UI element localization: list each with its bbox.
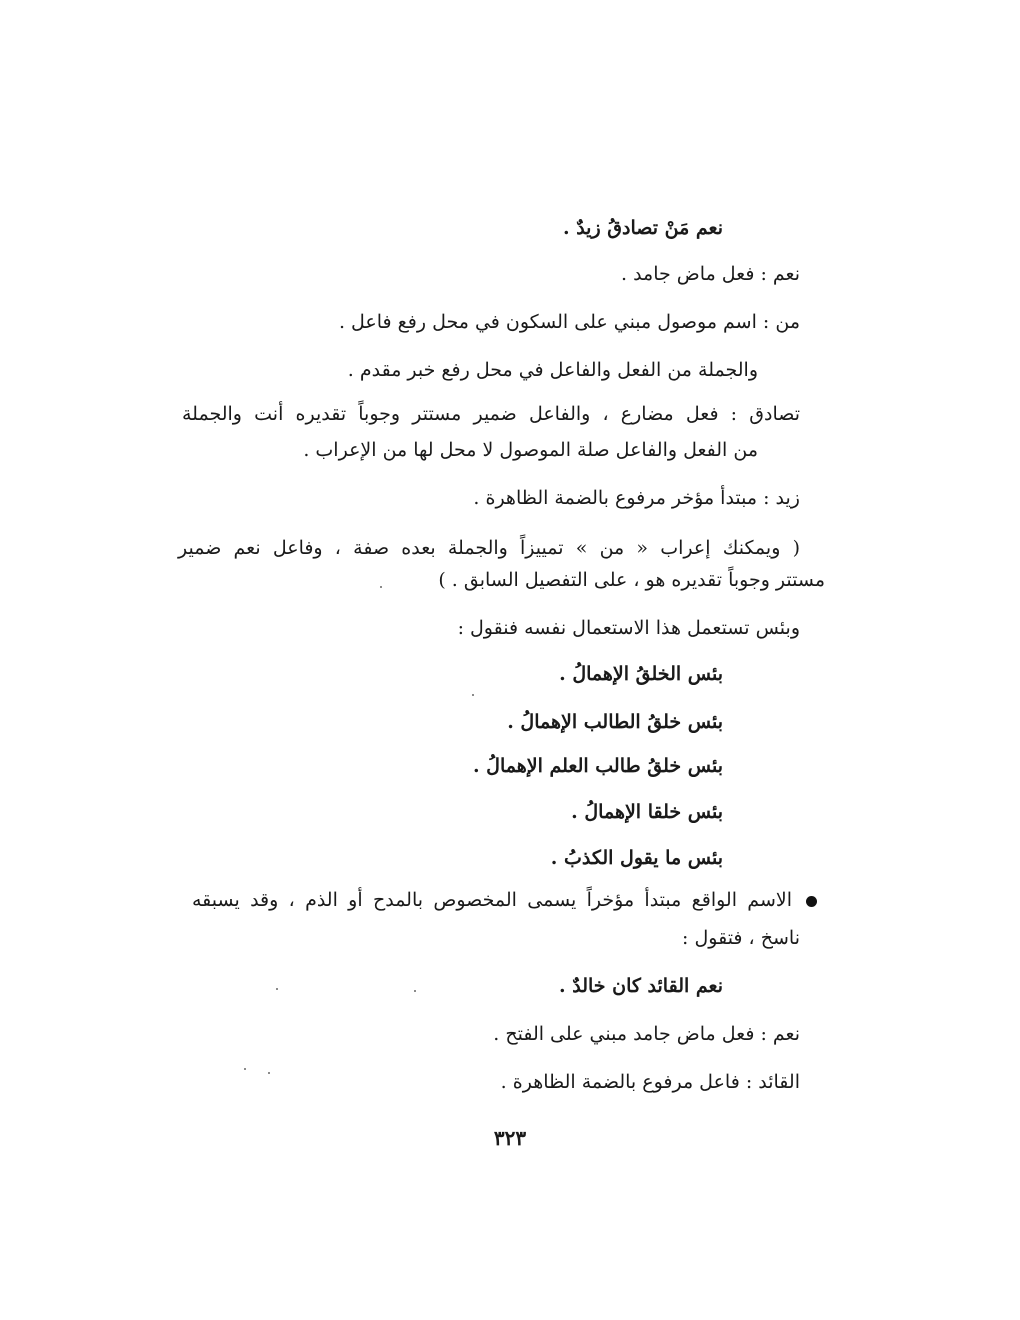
scan-speck xyxy=(472,694,474,696)
scan-speck xyxy=(244,1068,246,1070)
text-line: القائد : فاعل مرفوع بالضمة الظاهرة . xyxy=(500,1071,800,1093)
text-line: وبئس تستعمل هذا الاستعمال نفسه فنقول : xyxy=(457,617,800,639)
scan-speck xyxy=(414,990,416,992)
example-sentence: بئس خلقُ الطالب الإهمالُ . xyxy=(507,711,723,733)
text-line: من : اسم موصول مبني على السكون في محل رفع فاعل . xyxy=(338,311,800,333)
text-line: مستتر وجوباً تقديره هو ، على التفصيل السابق . ) xyxy=(438,569,825,591)
text-line: والجملة من الفعل والفاعل في محل رفع خبر مقدم . xyxy=(347,359,758,381)
text-line: ناسخ ، فتقول : xyxy=(682,927,800,949)
example-sentence: بئس ما يقول الكذبُ . xyxy=(550,847,723,869)
page-number: ٣٢٣ xyxy=(493,1126,527,1150)
text-line: نعم : فعل ماض جامد مبني على الفتح . xyxy=(493,1023,800,1045)
example-sentence: بئس خلقا الإهمالُ . xyxy=(571,801,723,823)
example-sentence: نعم مَنْ تصادقُ زيدٌ . xyxy=(562,217,723,239)
example-sentence: بئس الخلقُ الإهمالُ . xyxy=(559,663,723,685)
scan-speck xyxy=(268,1072,270,1074)
text-line: الاسم الواقع مبتدأ مؤخراً يسمى المخصوص بالمدح أو الذم ، وقد يسبقه xyxy=(192,889,792,911)
text-line: زيد : مبتدأ مؤخر مرفوع بالضمة الظاهرة . xyxy=(473,487,800,509)
example-sentence: بئس خلقُ طالب العلم الإهمالُ . xyxy=(472,755,723,777)
scan-speck xyxy=(380,586,382,588)
example-sentence: نعم القائد كان خالدٌ . xyxy=(559,975,723,997)
text-line: نعم : فعل ماض جامد . xyxy=(621,263,800,285)
text-line: من الفعل والفاعل صلة الموصول لا محل لها من الإعراب . xyxy=(303,439,758,461)
text-line: ( ويمكنك إعراب « من » تمييزاً والجملة بعده صفة ، وفاعل نعم ضمير xyxy=(178,537,800,559)
bullet-point xyxy=(806,896,817,907)
text-line: تصادق : فعل مضارع ، والفاعل ضمير مستتر وجوباً تقديره أنت والجملة xyxy=(182,403,800,425)
scan-speck xyxy=(276,988,278,990)
